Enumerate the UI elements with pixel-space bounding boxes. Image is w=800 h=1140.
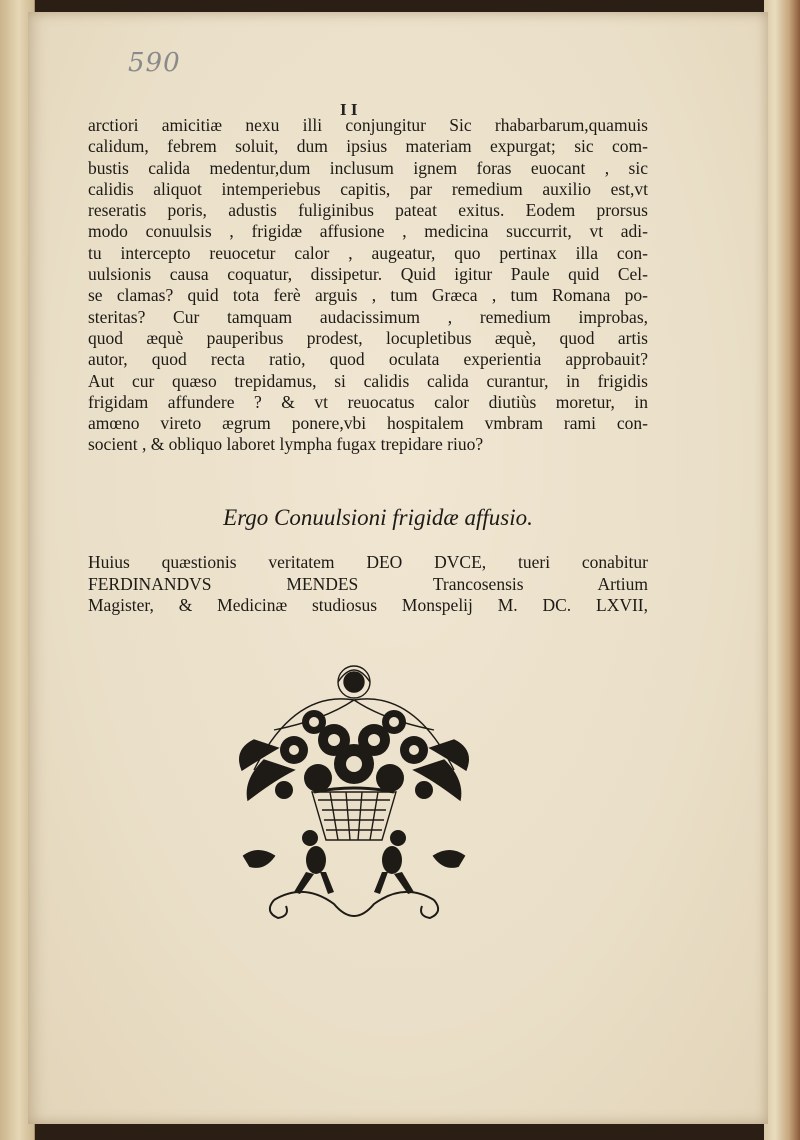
right-page-edge <box>764 0 800 1140</box>
defense-line: Huius quæstionis veritatem DEO DVCE, tueri conabitur <box>88 552 648 572</box>
body-line: autor, quod recta ratio, quod oculata experientia approbauit? <box>88 349 648 370</box>
body-line: frigidam affundere ? & vt reuocatus calor diutiùs moretur, in <box>88 391 648 412</box>
body-line: se clamas? quid tota ferè arguis , tum Græca , tum Romana po- <box>88 285 648 306</box>
defense-line: FERDINANDVS MENDES Trancosensis Artium <box>88 573 648 594</box>
body-line: steritas? Cur tamquam audacissimum , remedium improbas, <box>88 306 648 327</box>
body-line: bustis calida medentur,dum inclusum ignem foras euocant , sic <box>88 157 648 178</box>
book-page <box>28 12 768 1124</box>
flower-basket-icon <box>234 660 474 930</box>
body-line: uulsionis causa coquatur, dissipetur. Quid igitur Paule quid Cel- <box>88 264 648 285</box>
conclusion-heading: Ergo Conuulsioni frigidæ affusio. <box>223 505 533 530</box>
body-line: arctiori amicitiæ nexu illi conjungitur Sic rhabarbarum,quamuis <box>88 115 648 135</box>
body-line: socient , & obliquo laboret lympha fugax trepidare riuo? <box>88 434 484 455</box>
body-line: reseratis poris, adustis fuliginibus pateat exitus. Eodem prorsus <box>88 200 648 221</box>
defense-line: Magister, & Medicinæ studiosus Monspelij M. DC. LXVII, <box>88 595 648 615</box>
body-paragraph <box>88 115 648 456</box>
body-line: modo conuulsis , frigidæ affusione , medicina succurrit, vt adi- <box>88 221 648 242</box>
folio-number: 590 <box>128 48 181 78</box>
body-line: amœno vireto ægrum ponere,vbi hospitalem vmbram rami con- <box>88 413 648 434</box>
body-line: Aut cur quæso trepidamus, si calidis calida curantur, in frigidis <box>88 370 648 391</box>
body-line: calidum, febrem soluit, dum ipsius materiam expurgat; sic com- <box>88 136 648 157</box>
body-line: calidis aliquot intemperiebus capitis, par remedium auxilio est,vt <box>88 178 648 199</box>
signature-mark: I I <box>340 100 358 119</box>
body-line: tu intercepto reuocetur calor , augeatur, quo pertinax illa con- <box>88 242 648 263</box>
defense-statement <box>88 552 648 617</box>
body-line: quod æquè pauperibus prodest, locupletibus æquè, quod artis <box>88 327 648 348</box>
